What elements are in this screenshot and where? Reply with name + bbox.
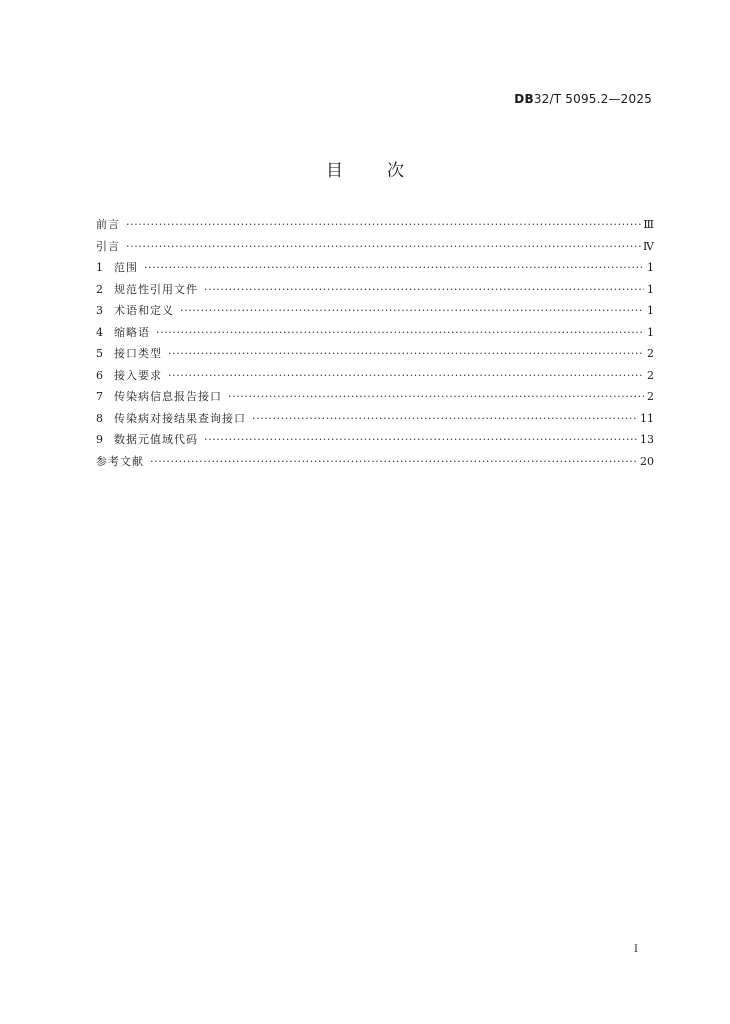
toc-entry-references[interactable] [96, 453, 654, 475]
toc-section-number: 6 [96, 368, 103, 382]
toc-page-number: Ⅲ [643, 218, 654, 231]
toc-page-number: 2 [647, 390, 654, 403]
toc-label: 术语和定义 [114, 304, 174, 317]
toc-leader-dots [144, 261, 644, 274]
toc-label: 数据元值域代码 [114, 433, 198, 446]
toc-label: 规范性引用文件 [114, 282, 198, 296]
toc-entry-2[interactable] [96, 281, 654, 303]
toc-section-number: 3 [96, 304, 103, 317]
toc-entry-1[interactable] [96, 259, 654, 281]
toc-page-number: 1 [647, 261, 654, 274]
toc-leader-dots [252, 412, 638, 425]
toc-leader-dots [150, 455, 638, 468]
toc-entry-6[interactable] [96, 367, 654, 389]
toc-page-number: 1 [647, 304, 654, 317]
toc-leader-dots [204, 283, 644, 296]
toc-entry-9[interactable] [96, 431, 654, 453]
toc-leader-dots [126, 218, 641, 231]
toc-label: 接口类型 [114, 347, 162, 360]
toc-label: 范围 [114, 261, 138, 274]
toc-page-number: 1 [647, 325, 654, 339]
toc-page-number: 11 [640, 411, 654, 425]
toc-section-number: 7 [96, 390, 103, 403]
toc-page-number: 1 [647, 282, 654, 296]
standard-number [514, 92, 652, 106]
toc-entry-preface[interactable] [96, 216, 654, 238]
toc-page-number: 20 [640, 454, 654, 468]
footer-page-number: I [634, 944, 638, 955]
toc-leader-dots [228, 390, 644, 403]
page-title [0, 156, 730, 181]
toc-label: 前言 [96, 218, 120, 231]
title-char-2: 次 [387, 161, 404, 181]
toc-section-number: 5 [96, 347, 103, 360]
toc-label: 传染病对接结果查询接口 [114, 411, 246, 425]
toc-section-number: 1 [96, 261, 103, 274]
title-char-1: 目 [326, 161, 343, 181]
toc-leader-dots [204, 433, 638, 446]
toc-page-number: 13 [640, 433, 654, 446]
toc-label: 参考文献 [96, 454, 144, 468]
toc-page-number: 2 [647, 368, 654, 382]
toc-label: 引言 [96, 239, 120, 253]
toc-leader-dots [156, 326, 644, 339]
toc-page-number: 2 [647, 347, 654, 360]
standard-prefix: DB [514, 92, 534, 106]
toc-label: 传染病信息报告接口 [114, 390, 222, 403]
toc-page-number: Ⅳ [643, 239, 654, 253]
toc-section-number: 2 [96, 282, 103, 296]
toc-label: 接入要求 [114, 368, 162, 382]
toc-entry-4[interactable] [96, 324, 654, 346]
toc-entry-introduction[interactable] [96, 238, 654, 260]
toc-entry-3[interactable] [96, 302, 654, 324]
toc-entry-5[interactable] [96, 345, 654, 367]
toc-leader-dots [168, 369, 644, 382]
toc-section-number: 9 [96, 433, 103, 446]
table-of-contents [96, 216, 654, 474]
toc-leader-dots [126, 240, 641, 253]
toc-section-number: 4 [96, 325, 103, 339]
toc-leader-dots [168, 347, 644, 360]
toc-entry-8[interactable] [96, 410, 654, 432]
toc-label: 缩略语 [114, 325, 150, 339]
toc-section-number: 8 [96, 411, 103, 425]
toc-entry-7[interactable] [96, 388, 654, 410]
toc-leader-dots [180, 304, 644, 317]
standard-number-rest: 32/T 5095.2—2025 [533, 92, 652, 106]
